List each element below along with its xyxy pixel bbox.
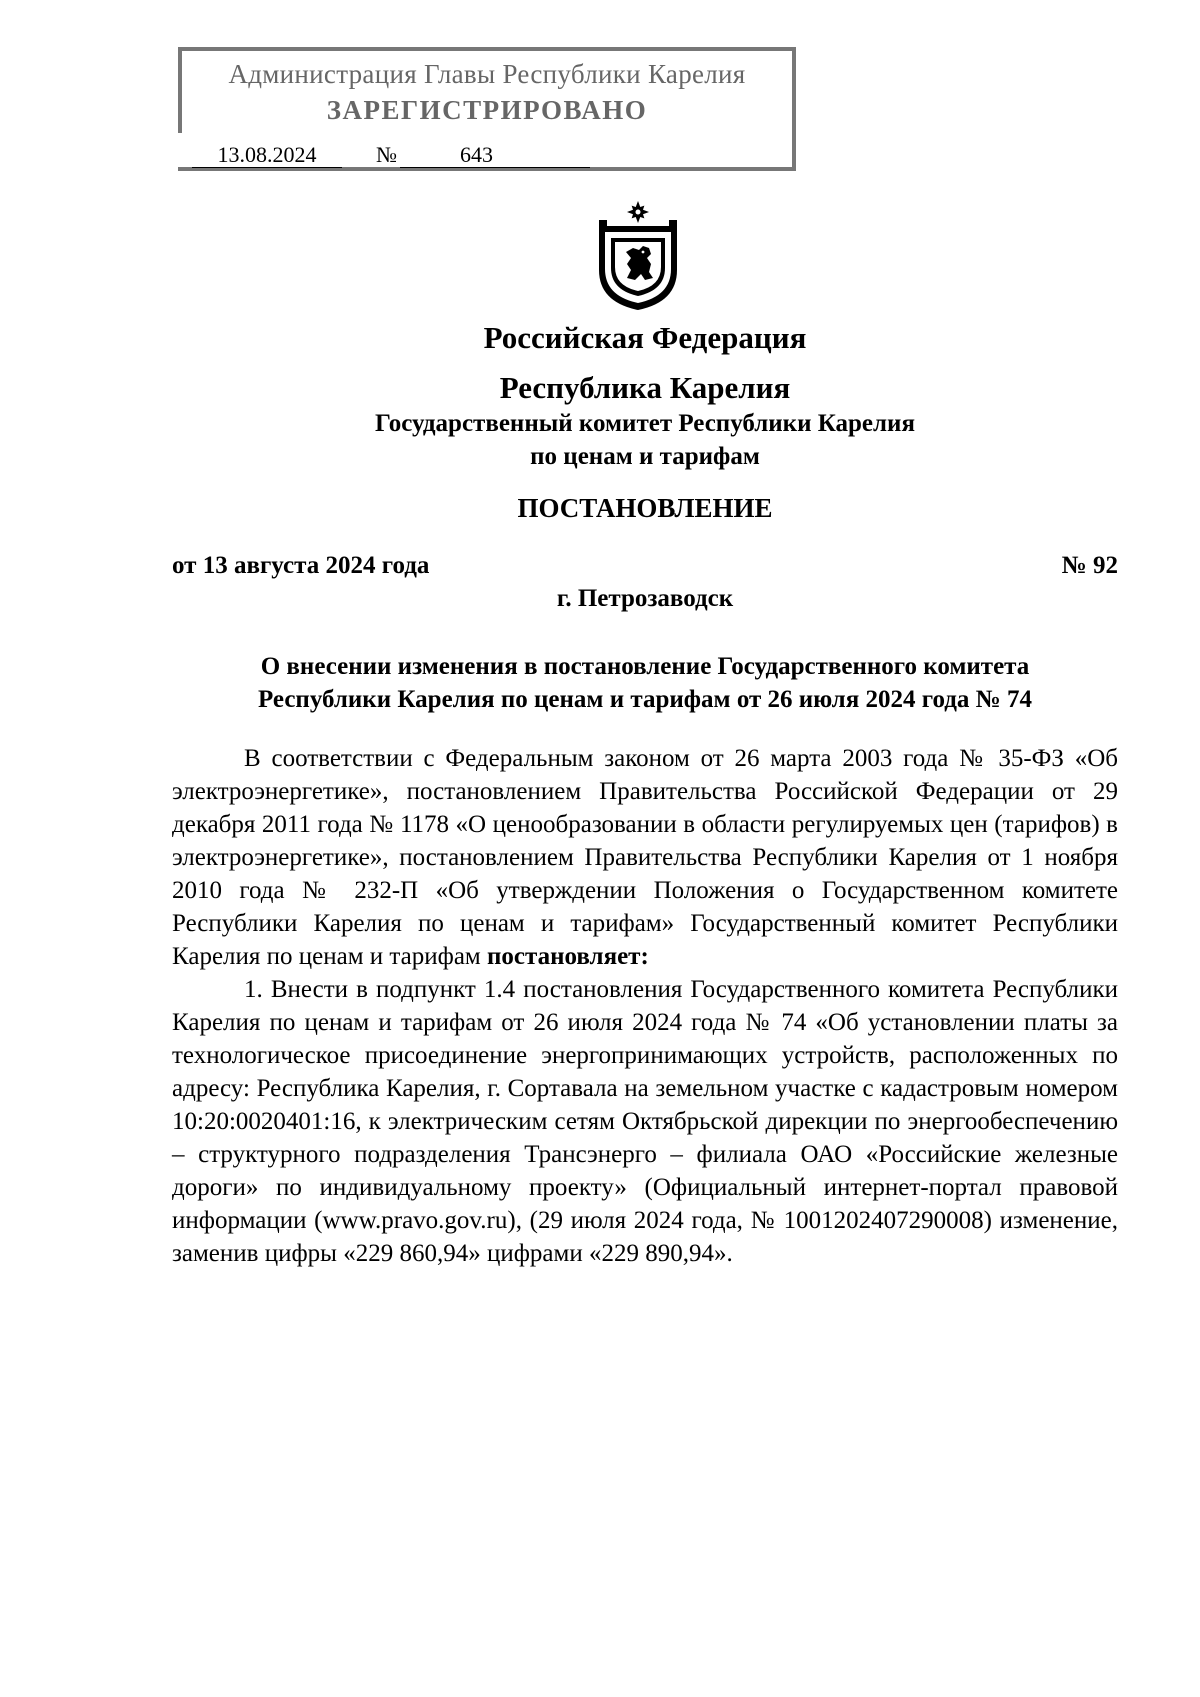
committee-heading-line2: по ценам и тарифам [530,443,760,470]
document-date: от 13 августа 2024 года [172,552,430,579]
body-paragraph-preamble [172,742,1118,973]
committee-heading-line1: Государственный комитет Республики Карелия [375,410,915,437]
document-body [172,742,1118,1270]
subject-line2: Республики Карелия по ценам и тарифам от 26 июля 2024 года № 74 [257,686,1032,713]
document-city: г. Петрозаводск [556,585,734,612]
republic-heading: Республика Карелия [499,370,791,405]
stamp-date: 13.08.2024 [192,143,342,168]
stamp-organization: Администрация Главы Республики Карелия [228,59,746,89]
karelia-coat-of-arms-icon [593,200,683,312]
document-type: ПОСТАНОВЛЕНИЕ [517,493,773,523]
stamp-border-left [178,47,182,133]
stamp-number-label: № [376,142,397,167]
subject-line1: О внесении изменения в постановление Государственного комитета [260,653,1030,680]
document-number: № 92 [1061,552,1118,579]
document-subject [172,650,1118,716]
stamp-border-top [178,47,796,51]
stamp-status: ЗАРЕГИСТРИРОВАНО [326,95,648,125]
country-heading: Российская Федерация [483,320,807,355]
preamble-text: В соответствии с Федеральным законом от 26 марта 2003 года № 35-ФЗ «Об электроэнергетике», постановлением Правительства Российской Федерации от 29 декабря 2011 года № 1178 «О ценообразовании в области регулируемых цен (тарифов) в электроэнергетике», постановлением Правительства Республики Карелия от 1 ноября 2010 года № 232-П «Об утверждении Положения о Государственном комитете Республики Карелия по ценам и тарифам» Государственный комитет Республики Карелия по ценам и тарифам [172,745,1118,970]
preamble-resolves: постановляет: [487,943,649,970]
registration-stamp [178,47,796,171]
stamp-number: 643 [400,143,590,168]
stamp-border-right [792,47,796,171]
body-paragraph-item-1: 1. Внести в подпункт 1.4 постановления Государственного комитета Республики Карелия по ценам и тарифам от 26 июля 2024 года № 74 «Об установлении платы за технологическое присоединение энергопринимающих устройств, расположенных по адресу: Республика Карелия, г. Сортавала на земельном участке с кадастровым номером 10:20:0020401:16, к электрическим сетям Октябрьской дирекции по энергообеспечению – структурного подразделения Трансэнерго – филиала ОАО «Российские железные дороги» по индивидуальному проекту» (Официальный интернет-портал правовой информации (www.pravo.gov.ru), (29 июля 2024 года, № 1001202407290008) изменение, заменив цифры «229 860,94» цифрами «229 890,94». [172,976,1118,1267]
